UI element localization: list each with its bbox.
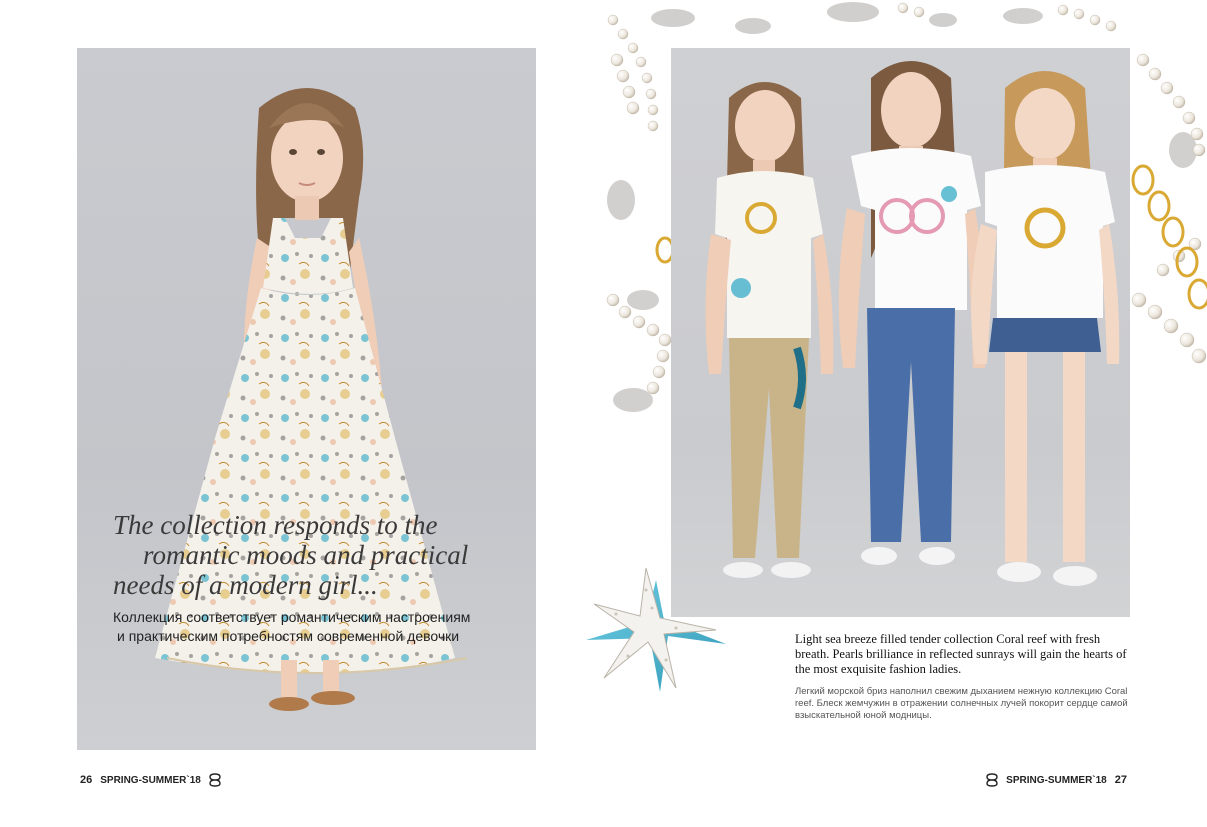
- photo-three-girls: [671, 48, 1130, 617]
- page-number-left: 26: [80, 774, 93, 786]
- season-label-right: SPRING-SUMMER`18: [1006, 774, 1107, 786]
- body-text-english: Light sea breeze filled tender collection Coral reef with fresh breath. Pearls brilliance in reflected sunrays will gain the hearts of the most exquisite fashion ladies.: [795, 632, 1127, 676]
- starfish-decoration: [576, 560, 736, 700]
- brand-monogram-icon: [209, 773, 221, 787]
- season-label-left: SPRING-SUMMER`18: [100, 774, 201, 786]
- headline-en-line-3: needs of a modern girl...: [113, 570, 378, 600]
- folio-left: [80, 773, 221, 787]
- folio-right: [986, 773, 1127, 787]
- left-page: [0, 0, 603, 827]
- headline-ru-line-2: и практическим потребностям современной девочки: [117, 628, 460, 644]
- headline-en-line-2: romantic moods and practical: [143, 540, 469, 570]
- page-number-right: 27: [1114, 774, 1127, 786]
- headline-english: [113, 510, 533, 600]
- brand-monogram-icon: [986, 773, 998, 787]
- three-girls-illustration: [671, 48, 1130, 617]
- body-text-russian: Легкий морской бриз наполнил свежим дыханием нежную коллекцию Coral reef. Блеск жемчужин в отражении солнечных лучей покорит сердце самой взыскательной юной модницы.: [795, 686, 1128, 721]
- girl-2: [839, 61, 986, 565]
- headline-en-line-1: The collection responds to the: [113, 510, 438, 540]
- headline-russian: [113, 608, 533, 646]
- girl-3: [971, 71, 1119, 586]
- headline-ru-line-1: Коллекция соответствует романтическим настроениям: [113, 609, 471, 625]
- girl-1: [705, 82, 833, 578]
